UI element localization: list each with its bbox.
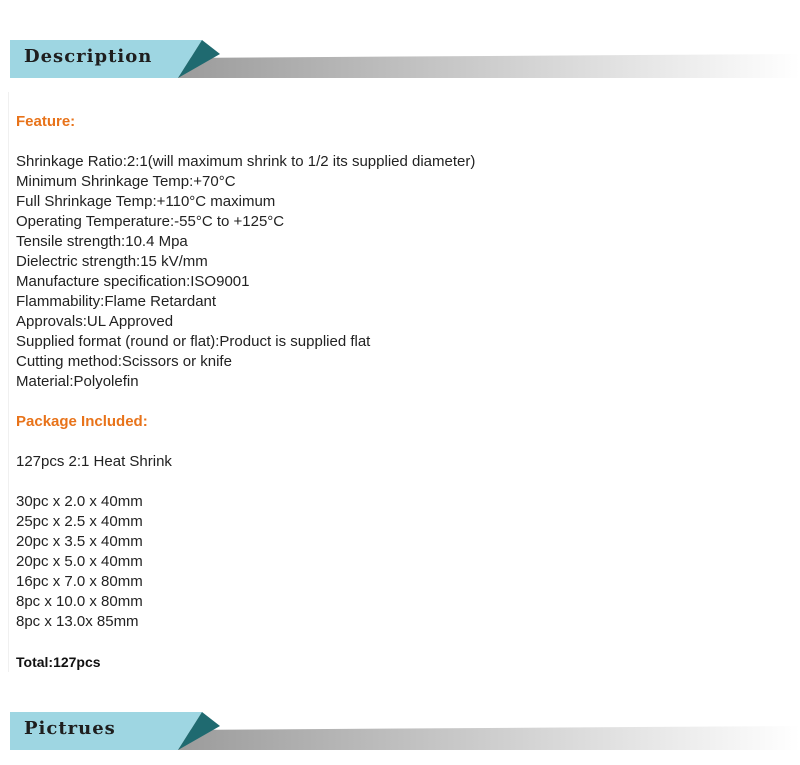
feature-item: Manufacture specification:ISO9001 [16,273,250,290]
banner-gradient-bar [170,54,800,78]
package-list [16,492,786,632]
package-item: 20pc x 3.5 x 40mm [16,533,143,550]
banner-graphic [10,712,800,750]
feature-item: Minimum Shrinkage Temp:+70°C [16,173,236,190]
package-summary: 127pcs 2:1 Heat Shrink [16,453,172,470]
description-title: Description [24,46,153,67]
feature-heading: Feature: [16,113,76,130]
package-item: 16pc x 7.0 x 80mm [16,573,143,590]
feature-item: Supplied format (round or flat):Product is supplied flat [16,333,371,350]
feature-item: Shrinkage Ratio:2:1(will maximum shrink to 1/2 its supplied diameter) [16,153,476,170]
package-heading: Package Included: [16,413,148,430]
feature-item: Dielectric strength:15 kV/mm [16,253,208,270]
pictures-banner [10,712,800,750]
package-item: 25pc x 2.5 x 40mm [16,513,143,530]
package-item: 30pc x 2.0 x 40mm [16,493,143,510]
content-divider [8,92,9,672]
feature-item: Approvals:UL Approved [16,313,174,330]
package-item: 8pc x 10.0 x 80mm [16,593,143,610]
pictures-title: Pictrues [24,718,116,739]
package-item: 8pc x 13.0x 85mm [16,613,139,630]
feature-item: Flammability:Flame Retardant [16,293,217,310]
feature-item: Tensile strength:10.4 Mpa [16,233,188,250]
feature-item: Material:Polyolefin [16,373,139,390]
package-item: 20pc x 5.0 x 40mm [16,553,143,570]
feature-list [16,152,786,392]
feature-item: Full Shrinkage Temp:+110°C maximum [16,193,276,210]
description-content [16,112,786,672]
feature-item: Operating Temperature:-55°C to +125°C [16,213,285,230]
feature-item: Cutting method:Scissors or knife [16,353,232,370]
description-banner [10,40,800,78]
banner-gradient-bar [170,726,800,750]
package-total: Total:127pcs [16,654,101,670]
